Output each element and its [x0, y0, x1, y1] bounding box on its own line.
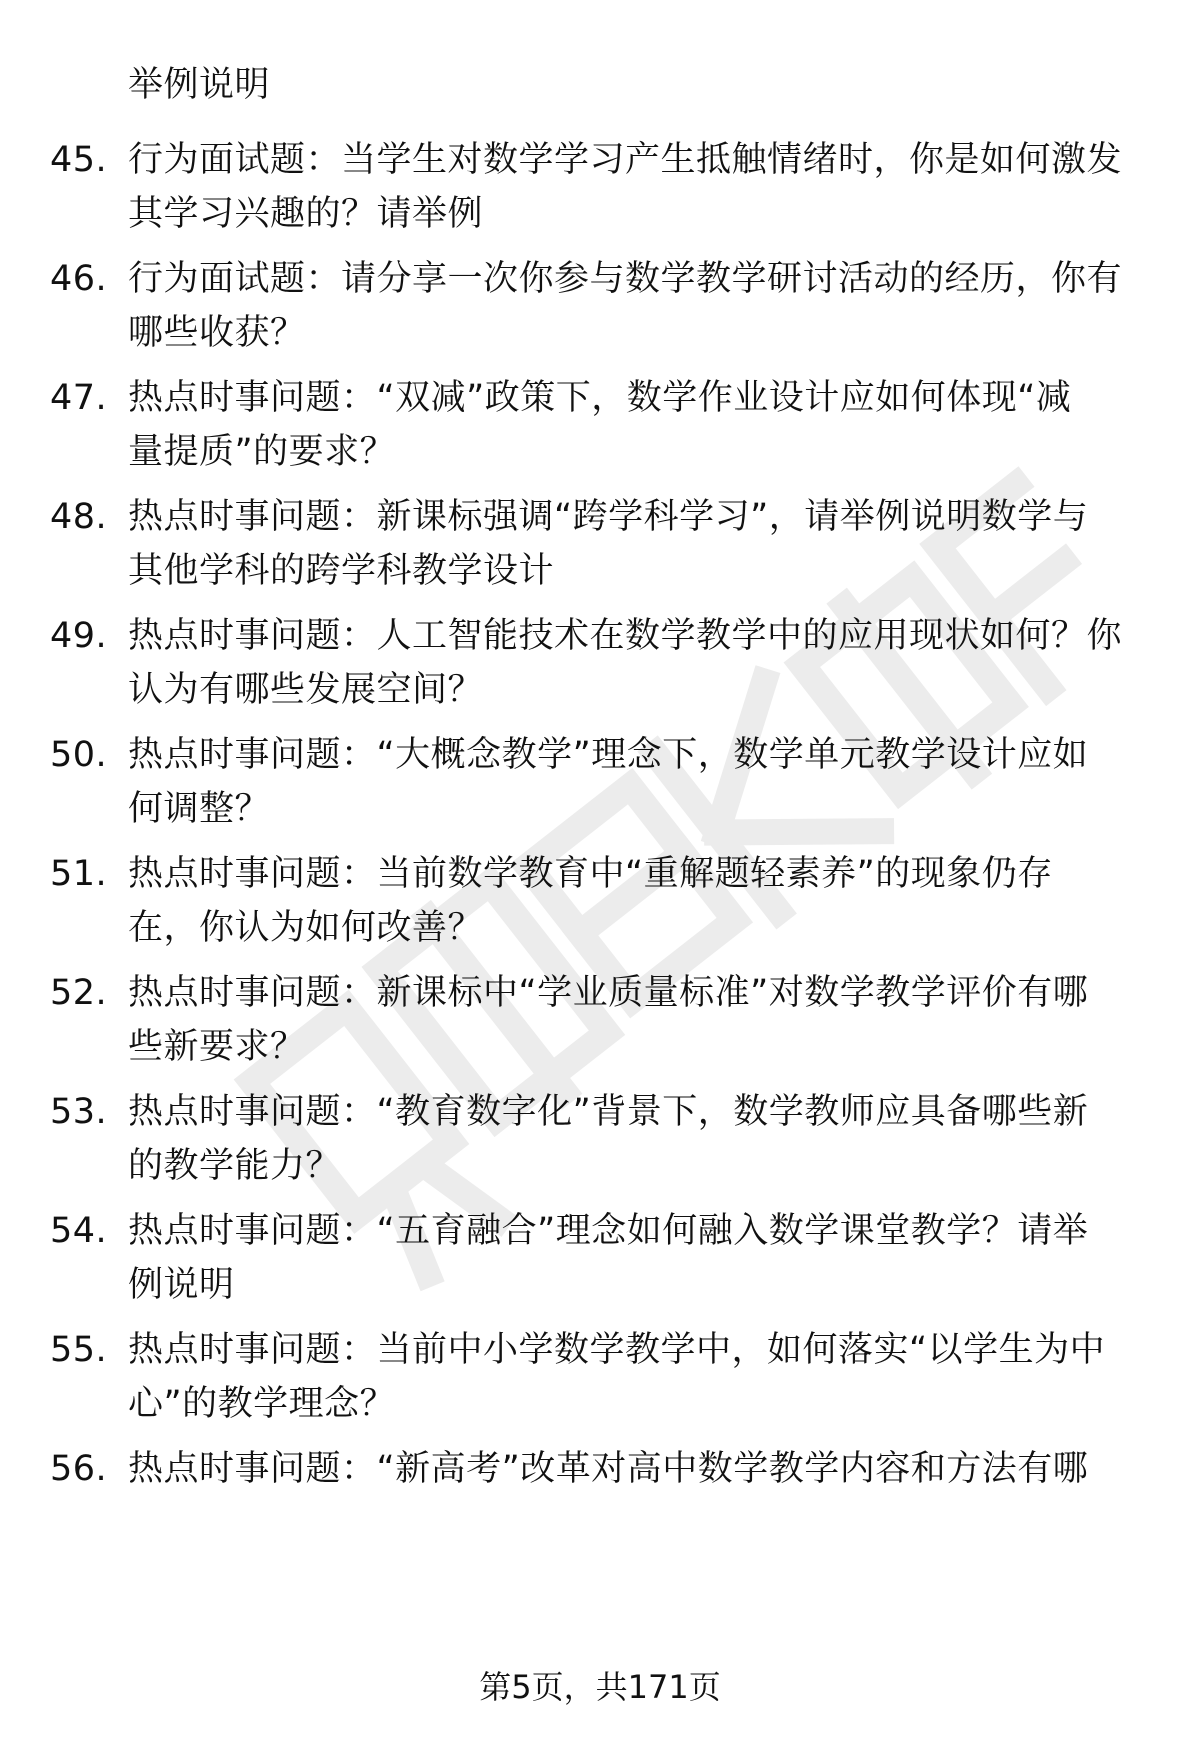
question-number: 49.: [50, 616, 108, 656]
question-number: 50.: [50, 735, 108, 775]
question-text: 热点时事问题：“教育数字化”背景下，数学教师应具备哪些新 的教学能力？: [128, 1092, 1089, 1186]
question-number: 46.: [50, 259, 108, 299]
page-footer: 第5页，共171页: [479, 1668, 721, 1706]
question-text: 热点时事问题：新课标强调“跨学科学习”，请举例说明数学与 其他学科的跨学科教学设计: [128, 497, 1089, 591]
question-text: 热点时事问题：“五育融合”理念如何融入数学课堂教学？请举 例说明: [128, 1211, 1089, 1305]
question-number: 53.: [50, 1092, 108, 1132]
question-number: 55.: [50, 1330, 108, 1370]
question-number: 52.: [50, 973, 108, 1013]
question-text: 热点时事问题：“新高考”改革对高中数学教学内容和方法有哪: [128, 1449, 1089, 1489]
question-text: 热点时事问题：“大概念教学”理念下，数学单元教学设计应如 何调整？: [128, 735, 1089, 829]
question-text: 热点时事问题：“双减”政策下，数学作业设计应如何体现“减 量提质”的要求？: [128, 378, 1072, 472]
question-text: 行为面试题：当学生对数学学习产生抵触情绪时，你是如何激发 其学习兴趣的？请举例: [128, 140, 1123, 234]
question-text: 热点时事问题：新课标中“学业质量标准”对数学教学评价有哪 些新要求？: [128, 973, 1089, 1067]
continued-text: 举例说明: [128, 65, 271, 105]
question-text: 热点时事问题：人工智能技术在数学教学中的应用现状如何？你 认为有哪些发展空间？: [128, 616, 1123, 710]
question-number: 56.: [50, 1449, 108, 1489]
question-text: 热点时事问题：当前数学教育中“重解题轻素养”的现象仍存 在，你认为如何改善？: [128, 854, 1053, 948]
question-number: 48.: [50, 497, 108, 537]
question-text: 热点时事问题：当前中小学数学教学中，如何落实“以学生为中 心”的教学理念？: [128, 1330, 1106, 1424]
question-number: 51.: [50, 854, 108, 894]
question-text: 行为面试题：请分享一次你参与数学教学研讨活动的经历，你有 哪些收获？: [128, 259, 1123, 353]
question-number: 54.: [50, 1211, 108, 1251]
question-number: 47.: [50, 378, 108, 418]
question-number: 45.: [50, 140, 108, 180]
